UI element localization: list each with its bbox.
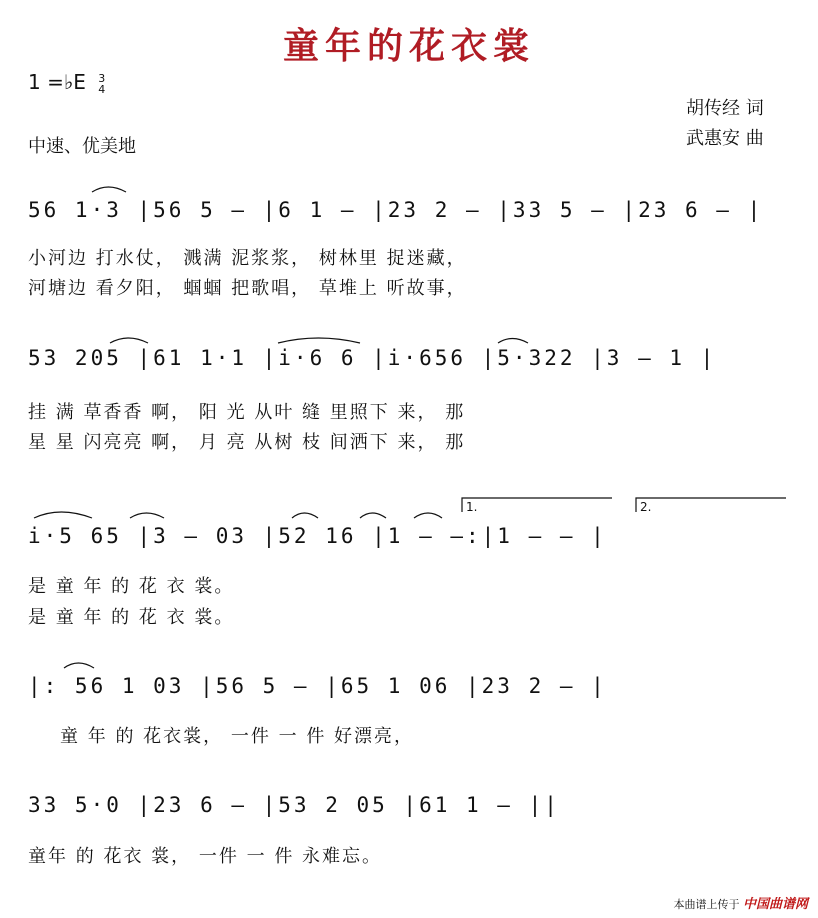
notation-row-4: |: 56 1 03 |56 5 – |65 1 06 |23 2 – | [28,674,607,698]
slur-row2b [278,338,360,343]
slur-row2c [498,339,528,344]
slur-row3d [360,513,386,518]
lyrics-row-2-verse-1: 挂 满 草香香 啊， 阳 光 从叶 缝 里照下 来， 那 [28,402,466,423]
slur-row3c [292,513,318,518]
slur-row2a [110,338,148,343]
slur-row3b [130,513,164,518]
lyrics-row-4: 童 年 的 花衣裳， 一件 一 件 好漂亮， [60,726,415,747]
upload-credit [673,893,808,912]
tempo-marking: 中速、优美地 [28,136,136,157]
notation-row-2: 53 205 |61 1·1 |i·6 6 |i·656 |5·322 |3 – 1 | [28,346,717,370]
volta-1-label: 1. [466,500,478,514]
lyrics-row-3-verse-1: 是 童 年 的 花 衣 裳。 [28,576,235,597]
lyrics-row-3-verse-2: 是 童 年 的 花 衣 裳。 [28,607,235,628]
notation-row-5: 33 5·0 |23 6 – |53 2 05 |61 1 – || [28,793,560,817]
notation-row-3: i·5 65 |3 – 03 |52 16 |1 – –:|1 – – | [28,524,607,548]
composer-credit: 武惠安 曲 [686,128,764,149]
slur-row4 [64,663,94,668]
key-text: 1 =♭E [28,70,86,94]
lyricist-credit: 胡传经 词 [686,98,764,119]
volta-2-bracket [636,498,786,512]
site-logo: 中国曲谱网 [742,897,808,912]
lyrics-row-2-verse-2: 星 星 闪亮亮 啊， 月 亮 从树 枝 间洒下 来， 那 [28,432,466,453]
slur-row1 [92,187,126,192]
volta-1-bracket [462,498,612,512]
time-top: 3 [98,71,106,85]
slur-row3a [34,512,92,518]
upload-credit-text: 本曲谱上传于 [673,898,740,911]
lyrics-row-1-verse-2: 河塘边 看夕阳， 蝈蝈 把歌唱， 草堆上 听故事， [28,278,467,299]
time-bottom: 4 [98,82,106,96]
slur-row3e [414,513,442,518]
lyrics-row-1-verse-1: 小河边 打水仗， 溅满 泥浆浆， 树林里 捉迷藏， [28,248,467,269]
notation-row-1: 56 1·3 |56 5 – |6 1 – |23 2 – |33 5 – |23 6 – | [28,198,764,222]
song-title: 童年的花衣裳 [282,25,535,67]
volta-2-label: 2. [640,500,652,514]
lyrics-row-5: 童年 的 花衣 裳， 一件 一 件 永难忘。 [28,846,383,867]
